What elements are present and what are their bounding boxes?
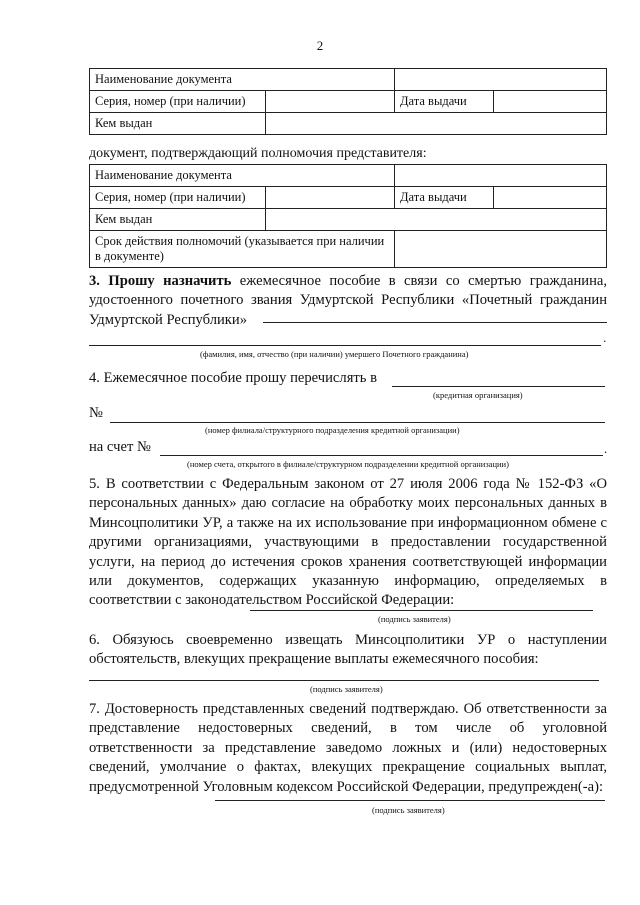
deceased-name-caption: (фамилия, имя, отчество (при наличии) умершего Почетного гражданина) xyxy=(200,349,469,359)
account-number-line[interactable] xyxy=(160,455,603,456)
series-label: Серия, номер (при наличии) xyxy=(90,91,266,113)
paragraph-6: 6. Обязуюсь своевременно извещать Минсоцполитики УР о наступлении обстоятельств, влекущих прекращение выплаты ежемесячного пособия: xyxy=(89,632,607,668)
deceased-name-line-1[interactable] xyxy=(263,322,607,323)
paragraph-5: 5. В соответствии с Федеральным законом от 27 июля 2006 года № 152-ФЗ «О персональных данных» даю согласие на обработку моих персональных данных в Минсоцполитики УР, а также на их использование при информационном обмене с другими организациями, участвующими в предоставлении государственной услуги, на период до истечения сроков хранения соответствующей информации или документов, содержащих указанную информацию, определяемых в соответствии с законодательством Российской Федерации: xyxy=(89,476,607,609)
issued-by-value[interactable] xyxy=(266,113,607,135)
number-sign: № xyxy=(89,405,103,421)
page-number: 2 xyxy=(316,38,324,53)
rep-series-value[interactable] xyxy=(266,187,395,209)
issued-by-label: Кем выдан xyxy=(90,113,266,135)
rep-doc-name-label: Наименование документа xyxy=(90,165,395,187)
period: . xyxy=(603,330,607,345)
deceased-name-line-2[interactable] xyxy=(89,345,601,346)
series-value[interactable] xyxy=(266,91,395,113)
signature-line-6[interactable] xyxy=(89,680,599,681)
rep-issued-by-label: Кем выдан xyxy=(90,209,266,231)
rep-issue-date-label: Дата выдачи xyxy=(395,187,494,209)
paragraph-3-heading: 3. Прошу назначить xyxy=(89,273,232,289)
paragraph-7: 7. Достоверность представленных сведений подтверждаю. Об ответственности за представление недостоверных сведений, в том числе об уголовной ответственности за представление заведомо ложных и (или) недостоверных сведений, умолчание о фактах, влекущих прекращение социальных выплат, предусмотренной Уголовным кодексом Российской Федерации, предупрежден(-а): xyxy=(89,701,607,795)
paragraph-4-text: 4. Ежемесячное пособие прошу перечислять в xyxy=(89,370,377,386)
issue-date-value[interactable] xyxy=(494,91,607,113)
signature-caption-7: (подпись заявителя) xyxy=(372,805,445,815)
paragraph-3-text: ежемесячное пособие в связи со смертью гражданина, удостоенного почетного звания Удмуртской Республики «Почетный гражданин Удмуртской Республики» xyxy=(89,273,608,328)
signature-caption-6: (подпись заявителя) xyxy=(310,684,383,694)
doc-name-value[interactable] xyxy=(395,69,607,91)
signature-line-7[interactable] xyxy=(215,800,605,801)
account-label: на счет № xyxy=(89,439,151,455)
period-2: . xyxy=(604,441,608,456)
representative-doc-label: документ, подтверждающий полномочия представителя: xyxy=(89,146,427,161)
account-caption: (номер счета, открытого в филиале/структурном подразделении кредитной организации) xyxy=(187,459,509,469)
bank-caption: (кредитная организация) xyxy=(433,390,523,400)
rep-doc-name-value[interactable] xyxy=(395,165,607,187)
validity-value[interactable] xyxy=(395,231,607,268)
doc-name-label: Наименование документа xyxy=(90,69,395,91)
signature-line-5[interactable] xyxy=(250,610,593,611)
representative-document-table xyxy=(89,164,607,268)
branch-number-line[interactable] xyxy=(110,422,605,423)
issue-date-label: Дата выдачи xyxy=(395,91,494,113)
document-table xyxy=(89,68,607,135)
validity-label: Срок действия полномочий (указывается при наличии в документе) xyxy=(90,231,395,268)
bank-line[interactable] xyxy=(392,386,605,387)
branch-caption: (номер филиала/структурного подразделения кредитной организации) xyxy=(205,425,460,435)
signature-caption-5: (подпись заявителя) xyxy=(378,614,451,624)
rep-issued-by-value[interactable] xyxy=(266,209,607,231)
rep-series-label: Серия, номер (при наличии) xyxy=(90,187,266,209)
rep-issue-date-value[interactable] xyxy=(494,187,607,209)
